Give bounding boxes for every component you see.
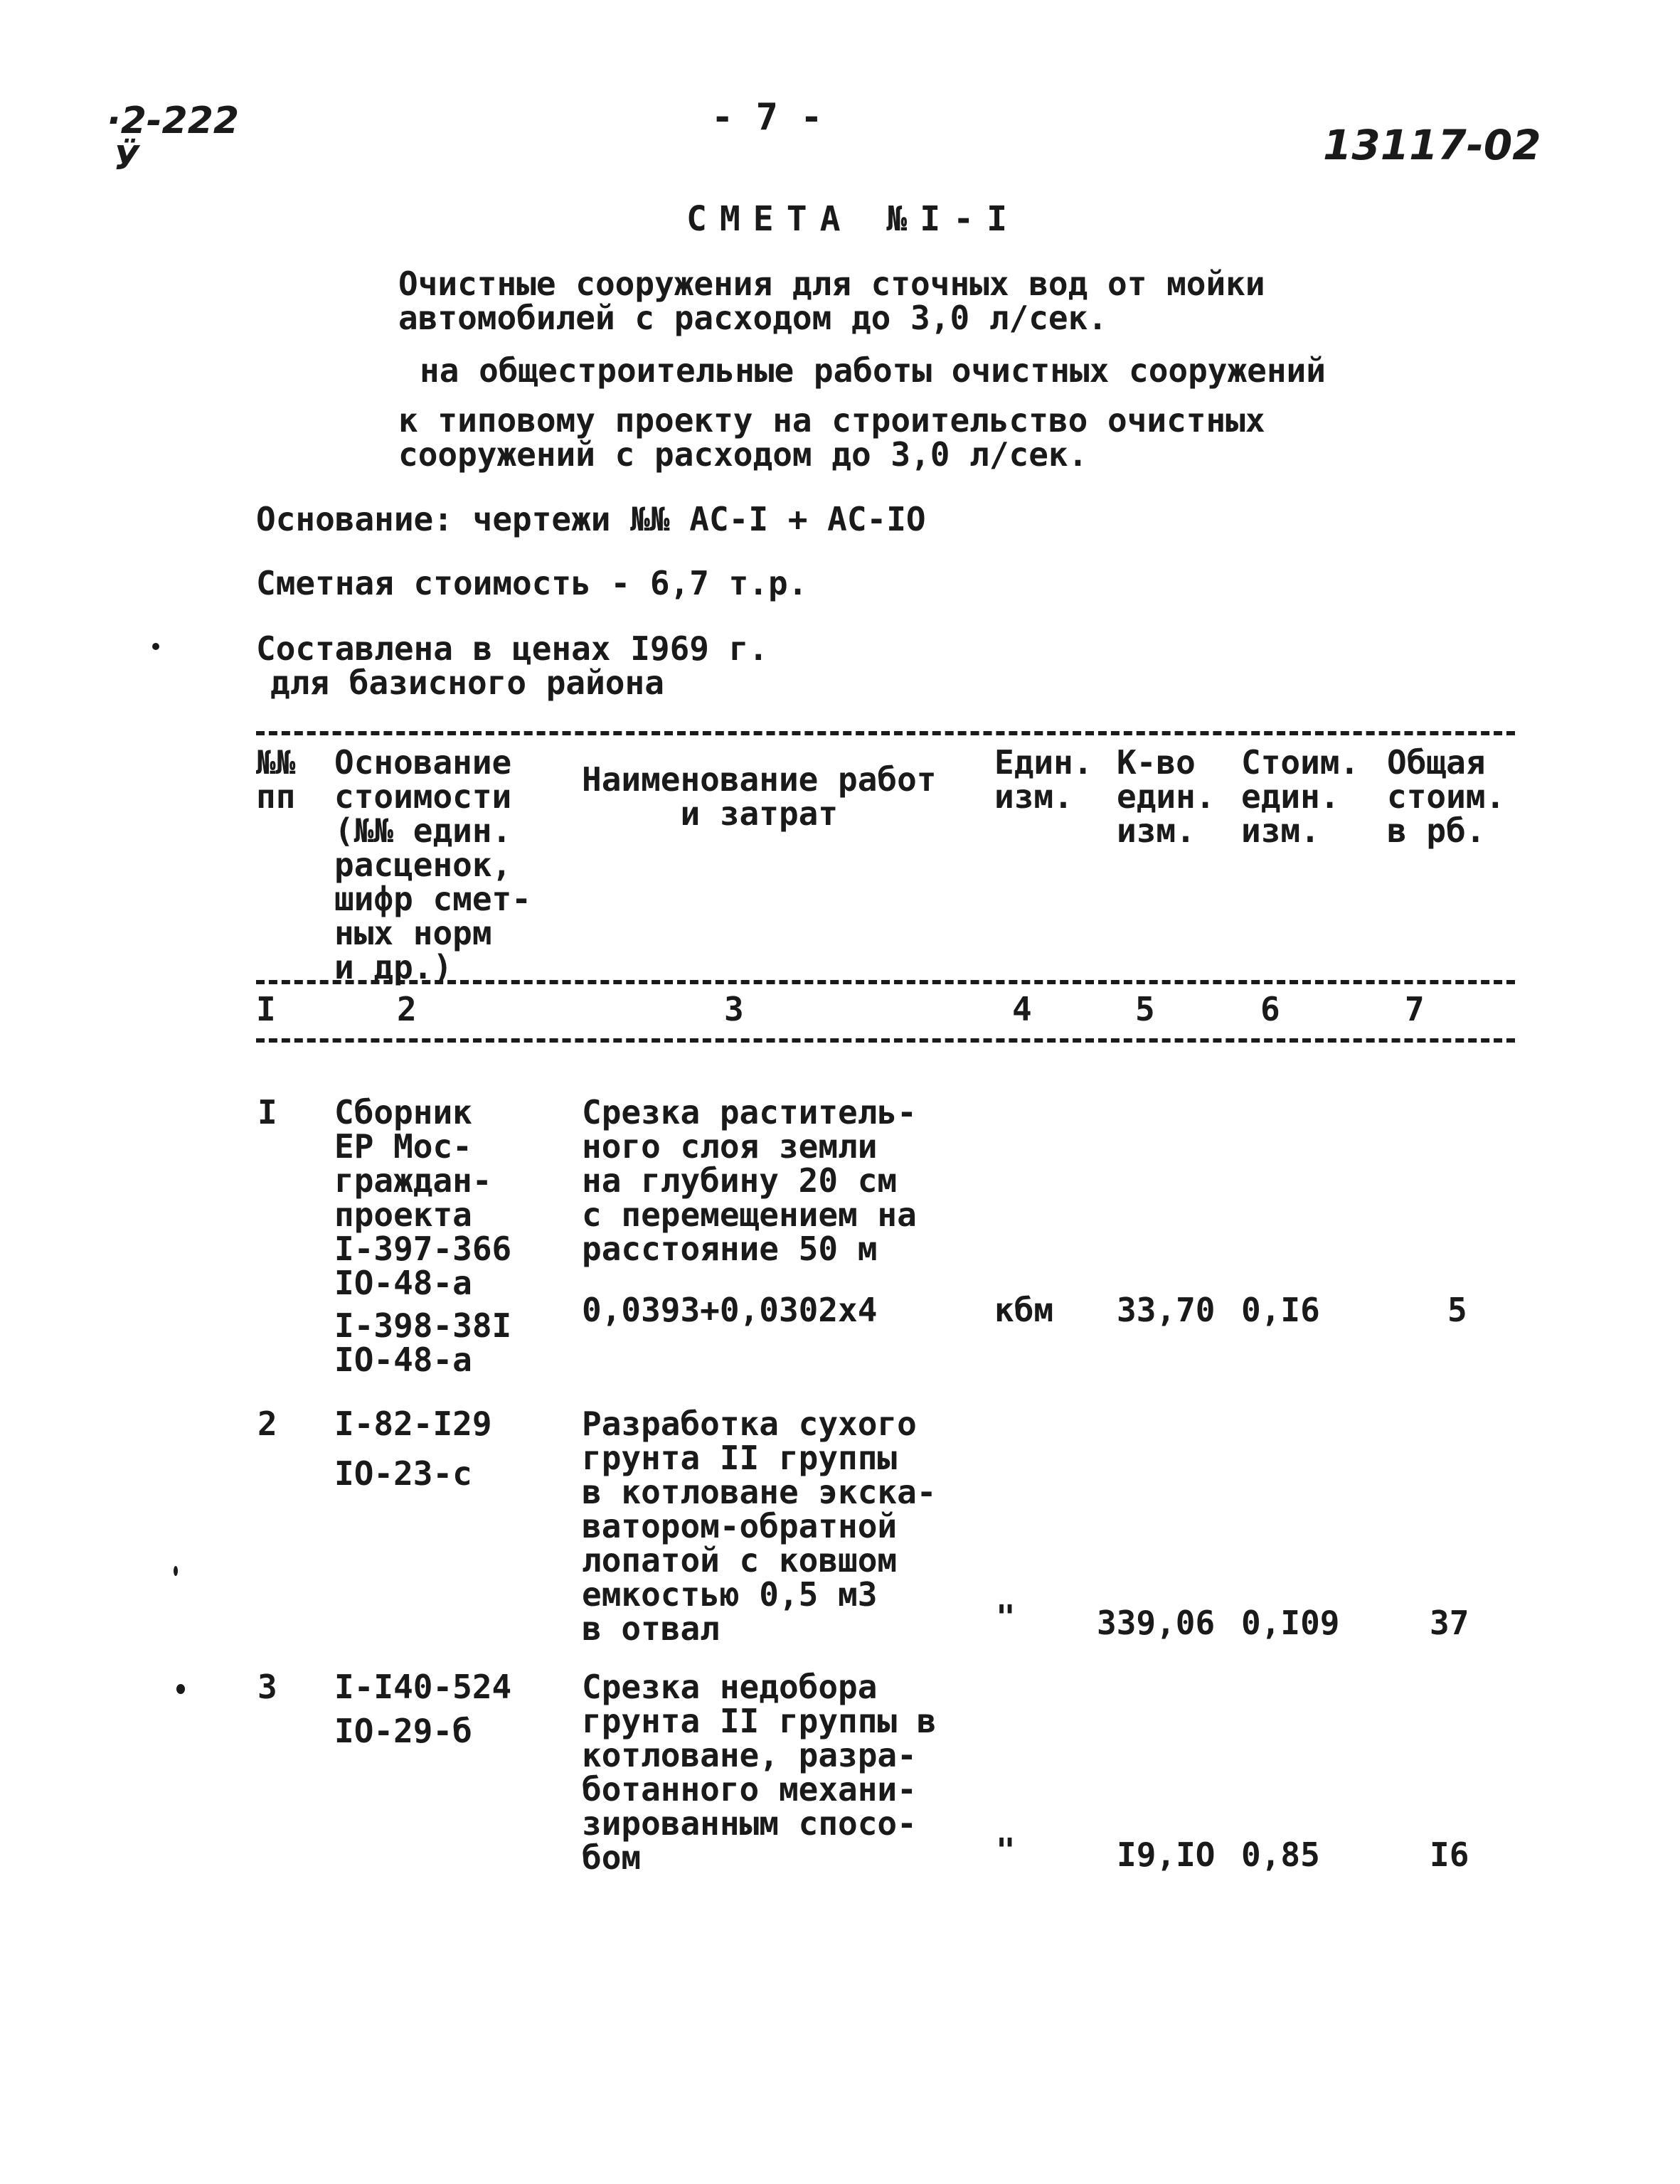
row-2-number: 2 — [257, 1405, 277, 1443]
row-1-qty: 33,70 — [1117, 1291, 1216, 1329]
left-code: ·2-222 — [107, 100, 240, 142]
row-3-number: 3 — [257, 1668, 277, 1706]
column-numbers-bottom-rule — [256, 1038, 1515, 1043]
works-line: на общестроительные работы очистных сооружений — [420, 351, 1326, 390]
row-2-name: Разработка сухого грунта II группы в котловане экска- ватором-обратной лопатой с ковшом емкостью 0,5 м3 в отвал — [582, 1405, 937, 1648]
header-col-4: Един. изм. — [994, 743, 1093, 816]
right-code: 13117-02 — [1323, 121, 1541, 169]
row-1-basis: Сборник ЕР Мос- граждан- проекта I-397-366 IO-48-а — [334, 1093, 512, 1302]
table-top-rule — [256, 731, 1515, 735]
page-title: СМЕТА №I-I — [686, 199, 1020, 239]
row-1-formula: 0,0393+0,0302х4 — [582, 1291, 878, 1329]
column-number-5: 5 — [1135, 990, 1155, 1028]
column-number-1: I — [256, 990, 276, 1028]
header-col-2: Основание стоимости (№№ един. расценок, шифр смет- ных норм и др.) — [334, 743, 531, 986]
project-line-2: сооружений с расходом до 3,0 л/сек. — [398, 435, 1088, 474]
header-col-1: №№ пп — [256, 743, 296, 816]
header-col-6: Стоим. един. изм. — [1241, 743, 1360, 850]
row-2-basis: I-82-I29 — [334, 1405, 492, 1443]
row-1-name: Срезка раститель- ного слоя земли на глубину 20 см с перемещением на расстояние 50 м — [582, 1093, 917, 1268]
row-1-unit: кбм — [994, 1291, 1054, 1329]
basis-line: Основание: чертежи №№ АС-I + АС-IO — [256, 500, 926, 538]
margin-speck — [152, 643, 159, 650]
left-mark: Ӱ — [114, 139, 139, 177]
cost-line: Сметная стоимость - 6,7 т.р. — [256, 564, 808, 602]
row-2-unit: " — [996, 1598, 1016, 1636]
prices-line-1: Составлена в ценах I969 г. — [256, 629, 769, 668]
column-number-3: 3 — [724, 990, 744, 1028]
row-1-number: I — [257, 1093, 277, 1131]
row-2-qty: 339,06 — [1097, 1604, 1216, 1642]
row-2-total: 37 — [1430, 1604, 1469, 1642]
row-3-basis: I-I40-524 — [334, 1668, 512, 1706]
row-3-qty: I9,IO — [1117, 1836, 1216, 1874]
object-line-2: автомобилей с расходом до 3,0 л/сек. — [398, 299, 1107, 337]
column-number-4: 4 — [1012, 990, 1032, 1028]
header-col-5: К-во един. изм. — [1117, 743, 1216, 850]
prices-line-2: для базисного района — [270, 664, 664, 702]
header-bottom-rule — [256, 980, 1515, 984]
project-line-1: к типовому проекту на строительство очистных — [398, 401, 1265, 440]
row-3-total: I6 — [1430, 1836, 1469, 1874]
column-number-7: 7 — [1405, 990, 1425, 1028]
margin-speck — [174, 1566, 178, 1576]
row-3-basis-extra: IO-29-б — [334, 1712, 472, 1750]
row-1-basis-extra: I-398-38I IO-48-а — [334, 1306, 512, 1379]
row-3-unit: " — [996, 1831, 1016, 1870]
row-1-price: 0,I6 — [1241, 1291, 1320, 1329]
header-col-3: Наименование работ и затрат — [582, 760, 937, 833]
row-2-price: 0,I09 — [1241, 1604, 1340, 1642]
header-col-7: Общая стоим. в рб. — [1387, 743, 1506, 850]
column-number-2: 2 — [397, 990, 417, 1028]
row-3-price: 0,85 — [1241, 1836, 1320, 1874]
row-2-basis-extra: IO-23-с — [334, 1454, 472, 1493]
page-number: - 7 - — [711, 96, 823, 139]
column-number-6: 6 — [1260, 990, 1280, 1028]
object-line-1: Очистные сооружения для сточных вод от мойки — [398, 265, 1265, 303]
row-1-total: 5 — [1447, 1291, 1467, 1329]
margin-speck — [176, 1684, 185, 1694]
row-3-name: Срезка недобора грунта II группы в котловане, разра- ботанного механи- зированным спосо- бом — [582, 1668, 937, 1877]
